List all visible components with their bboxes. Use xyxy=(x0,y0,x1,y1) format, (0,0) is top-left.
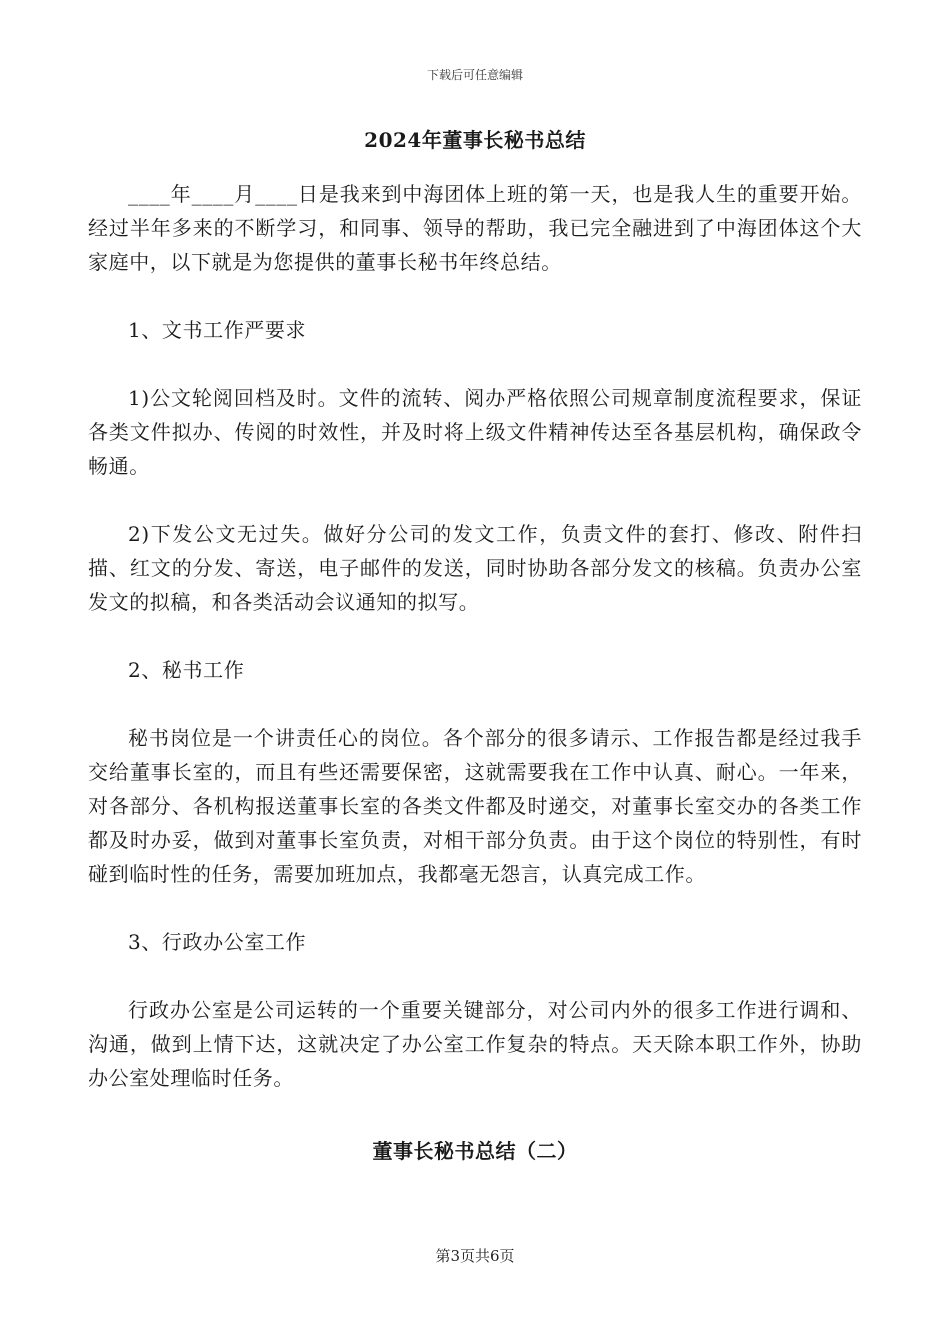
header-note: 下载后可任意编辑 xyxy=(426,68,523,82)
document-title: 2024年董事长秘书总结 xyxy=(364,128,586,152)
paragraph-secretary-duties: 秘书岗位是一个讲责任心的岗位。各个部分的很多请示、工作报告都是经过我手交给董事长室的，而且有些还需要保密，这就需要我在工作中认真、耐心。一年来，对各部分、各机构报送董事长室的各类文件都及时递交，对董事长室交办的各类工作都及时办妥，做到对董事长室负责，对相干部分负责。由于这个岗位的特别性，有时碰到临时性的任务，需要加班加点，我都毫无怨言，认真完成工作。 xyxy=(88,726,862,886)
paragraph-admin-office: 行政办公室是公司运转的一个重要关键部分，对公司内外的很多工作进行调和、沟通，做到上情下达，这就决定了办公室工作复杂的特点。天天除本职工作外，协助办公室处理临时任务。 xyxy=(88,998,862,1090)
paragraph-document-review: 1)公文轮阅回档及时。文件的流转、阅办严格依照公司规章制度流程要求，保证各类文件拟办、传阅的时效性，并及时将上级文件精神传达至各基层机构，确保政令畅通。 xyxy=(88,386,862,478)
intro-paragraph: ____年____月____日是我来到中海团体上班的第一天，也是我人生的重要开始。经过半年多来的不断学习，和同事、领导的帮助，我已完全融进到了中海团体这个大家庭中，以下就是为您提供的董事长秘书年终总结。 xyxy=(88,182,862,274)
paragraph-document-issuing: 2)下发公文无过失。做好分公司的发文工作，负责文件的套打、修改、附件扫描、红文的分发、寄送，电子邮件的发送，同时协助各部分发文的核稿。负责办公室发文的拟稿，和各类活动会议通知的拟写。 xyxy=(88,522,862,614)
page-number: 第3页共6页 xyxy=(435,1247,515,1265)
section-title: 董事长秘书总结（二） xyxy=(372,1139,578,1163)
heading-secretary-work: 2、秘书工作 xyxy=(128,658,245,682)
document-body xyxy=(88,177,862,1095)
heading-clerical-work: 1、文书工作严要求 xyxy=(128,318,307,342)
heading-admin-office-work: 3、行政办公室工作 xyxy=(128,930,307,954)
